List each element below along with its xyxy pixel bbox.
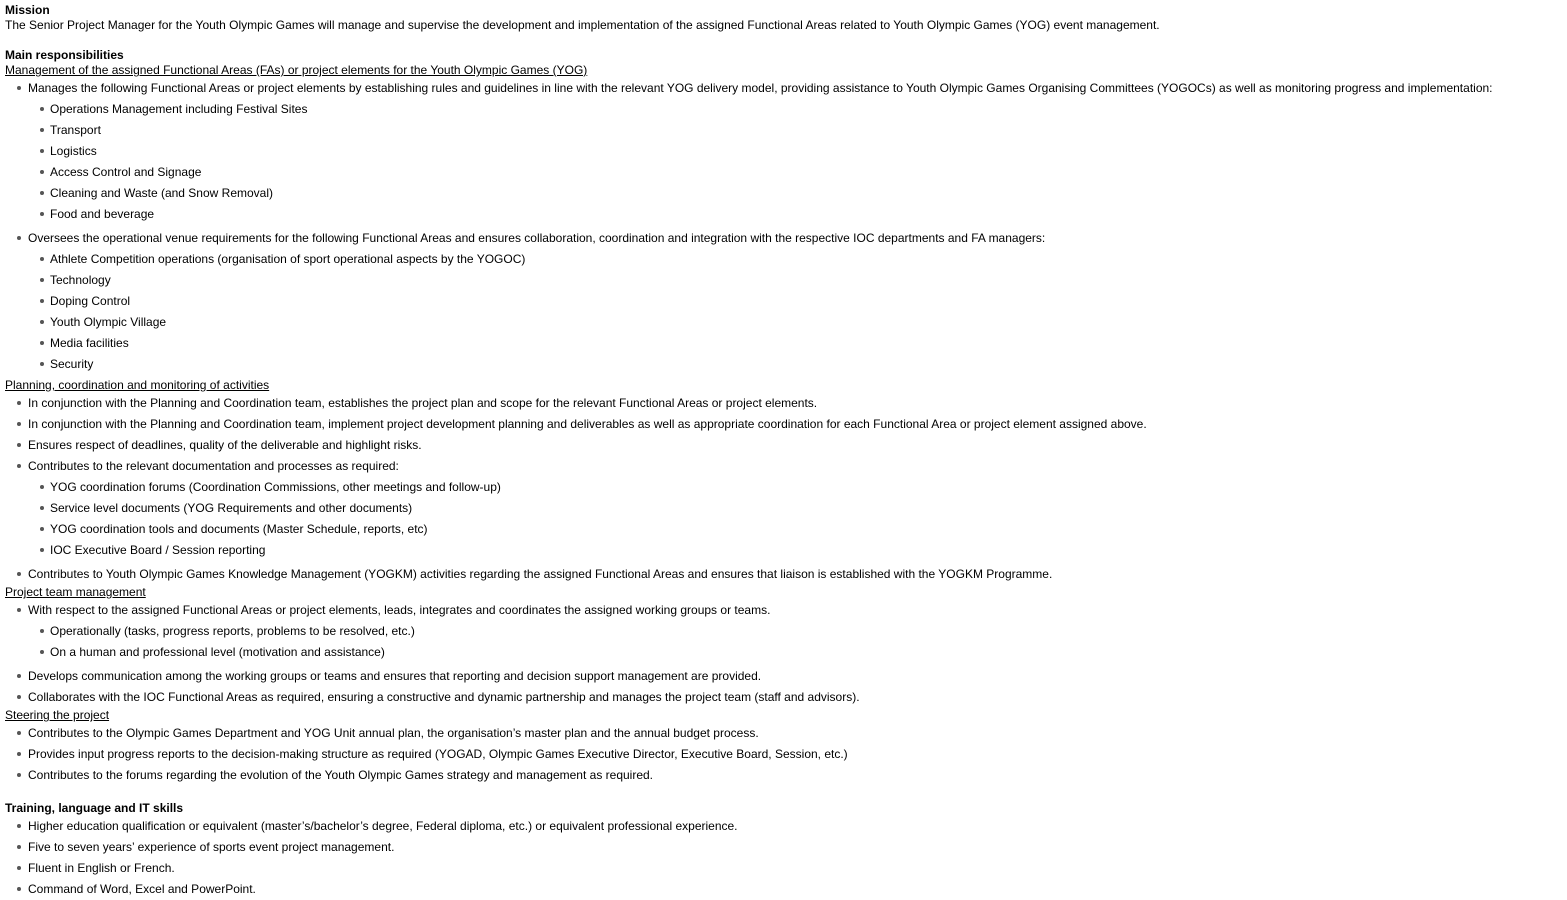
skills-heading: Training, language and IT skills [5,801,184,815]
sub-list-item: Access Control and Signage [28,162,1562,183]
list-item-text: Oversees the operational venue requirements for the following Functional Areas and ensures collaboration, coordination and integration with the respective IOC departments and FA managers: [28,231,1046,245]
list-item [5,435,1562,456]
list-item-text: In conjunction with the Planning and Coordination team, establishes the project plan and scope for the relevant Functional Areas or project elements. [28,396,818,410]
sub-list-item: Food and beverage [28,204,1562,225]
bullet-list [5,723,1562,786]
mission-heading: Mission [5,3,50,17]
list-item [5,666,1562,687]
bullet-list [5,78,1562,378]
skill-item-text: Higher education qualification or equivalent (master’s/bachelor’s degree, Federal diploma, etc.) or equivalent professional experience. [28,819,738,833]
section-title: Steering the project [5,708,110,722]
sub-list-item: Operations Management including Festival Sites [28,99,1562,120]
list-item-text: Contributes to the relevant documentation and processes as required: [28,459,399,473]
list-item [5,600,1562,666]
sub-list [28,477,1562,564]
sub-list-item: YOG coordination tools and documents (Master Schedule, reports, etc) [28,519,1562,540]
list-item [5,456,1562,564]
list-item [5,744,1562,765]
sub-list-item: Cleaning and Waste (and Snow Removal) [28,183,1562,204]
list-item [5,414,1562,435]
skill-item [5,837,1562,858]
spacer [5,786,1562,801]
skills-list [5,816,1562,900]
responsibilities-sections [5,63,1562,786]
sub-list-item: Transport [28,120,1562,141]
list-item-text: Develops communication among the working groups or teams and ensures that reporting and decision support management are provided. [28,669,762,683]
list-item-text: Contributes to the Olympic Games Department and YOG Unit annual plan, the organisation’s master plan and the annual budget process. [28,726,759,740]
sub-list [28,249,1562,378]
list-item [5,564,1562,585]
list-item-text: Ensures respect of deadlines, quality of the deliverable and highlight risks. [28,438,422,452]
list-item [5,393,1562,414]
sub-list-item: Doping Control [28,291,1562,312]
skill-item [5,879,1562,900]
sub-list [28,621,1562,666]
spacer [5,33,1562,48]
sub-list-item: Logistics [28,141,1562,162]
sub-list-item: Operationally (tasks, progress reports, problems to be resolved, etc.) [28,621,1562,642]
list-item [5,723,1562,744]
sub-list-item: Technology [28,270,1562,291]
bullet-list [5,393,1562,585]
sub-list [28,99,1562,228]
bullet-list [5,600,1562,708]
sub-list-item: Security [28,354,1562,375]
section-title: Management of the assigned Functional Areas (FAs) or project elements for the Youth Olympic Games (YOG) [5,63,588,77]
section-title: Planning, coordination and monitoring of activities [5,378,270,392]
sub-list-item: On a human and professional level (motivation and assistance) [28,642,1562,663]
sub-list-item: Media facilities [28,333,1562,354]
list-item-text: Contributes to the forums regarding the evolution of the Youth Olympic Games strategy and management as required. [28,768,654,782]
list-item-text: In conjunction with the Planning and Coordination team, implement project development planning and deliverables as well as appropriate coordination for each Functional Area or project element assigned above. [28,417,1147,431]
section-title: Project team management [5,585,146,599]
list-item [5,765,1562,786]
sub-list-item: Youth Olympic Village [28,312,1562,333]
mission-text: The Senior Project Manager for the Youth Olympic Games will manage and supervise the development and implementation of the assigned Functional Areas related to Youth Olympic Games (YOG) event management. [5,18,1160,32]
skill-item [5,816,1562,837]
list-item [5,78,1562,228]
sub-list-item: Service level documents (YOG Requirements and other documents) [28,498,1562,519]
sub-list-item: IOC Executive Board / Session reporting [28,540,1562,561]
responsibilities-heading: Main responsibilities [5,48,124,62]
list-item-text: With respect to the assigned Functional Areas or project elements, leads, integrates and coordinates the assigned working groups or teams. [28,603,771,617]
list-item-text: Collaborates with the IOC Functional Areas as required, ensuring a constructive and dynamic partnership and manages the project team (staff and advisors). [28,690,860,704]
list-item [5,687,1562,708]
list-item-text: Provides input progress reports to the decision-making structure as required (YOGAD, Olympic Games Executive Director, Executive Board, Session, etc.) [28,747,848,761]
skill-item-text: Command of Word, Excel and PowerPoint. [28,882,256,896]
skill-item-text: Five to seven years’ experience of sports event project management. [28,840,395,854]
sub-list-item: YOG coordination forums (Coordination Commissions, other meetings and follow-up) [28,477,1562,498]
list-item-text: Manages the following Functional Areas or project elements by establishing rules and guidelines in line with the relevant YOG delivery model, providing assistance to Youth Olympic Games Organising Committees (YOGOCs) as well as monitoring progress and implementation: [28,81,1493,95]
list-item [5,228,1562,378]
list-item-text: Contributes to Youth Olympic Games Knowledge Management (YOGKM) activities regarding the assigned Functional Areas and ensures that liaison is established with the YOGKM Programme. [28,567,1053,581]
skill-item-text: Fluent in English or French. [28,861,175,875]
sub-list-item: Athlete Competition operations (organisation of sport operational aspects by the YOGOC) [28,249,1562,270]
skill-item [5,858,1562,879]
